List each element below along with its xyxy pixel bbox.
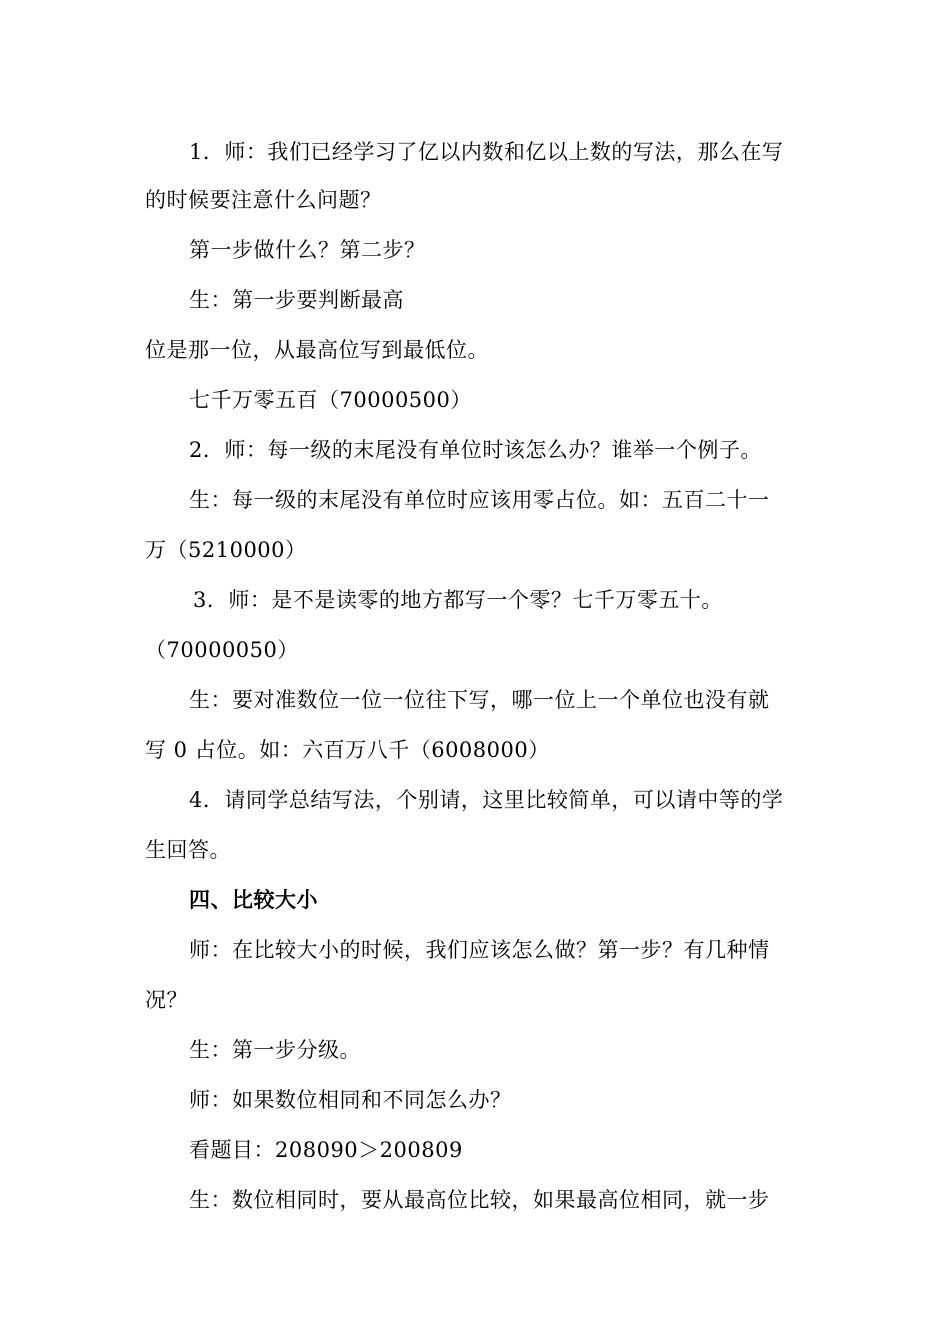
paragraph-line: 七千万零五百（70000500） xyxy=(189,388,472,412)
paragraph-line: 生：第一步分级。 xyxy=(189,1038,361,1062)
section-heading: 四、比较大小 xyxy=(189,887,318,912)
paragraph-line: 3．师：是不是读零的地方都写一个零？七千万零五十。 xyxy=(193,588,723,612)
paragraph-line: 第一步做什么？第二步？ xyxy=(189,238,426,262)
paragraph-line: 2．师：每一级的末尾没有单位时该怎么办？谁举一个例子。 xyxy=(189,438,762,462)
paragraph-line: 写 0 占位。如：六百万八千（6008000） xyxy=(145,738,550,762)
paragraph-line: 4．请同学总结写法，个别请，这里比较简单，可以请中等的学 xyxy=(189,788,784,812)
paragraph-line: 生：每一级的末尾没有单位时应该用零占位。如：五百二十一 xyxy=(189,488,770,512)
paragraph-line: 况？ xyxy=(145,988,188,1012)
paragraph-line: 师：如果数位相同和不同怎么办？ xyxy=(189,1088,512,1112)
paragraph-line: 1．师：我们已经学习了亿以内数和亿以上数的写法，那么在写 xyxy=(189,140,784,164)
paragraph-line: 生回答。 xyxy=(145,838,231,862)
paragraph-line: （70000050） xyxy=(145,638,299,662)
paragraph-line: 位是那一位，从最高位写到最低位。 xyxy=(145,338,489,362)
paragraph-line: 生：要对准数位一位一位往下写，哪一位上一个单位也没有就 xyxy=(189,688,770,712)
paragraph-line: 生：第一步要判断最高 xyxy=(189,288,404,312)
paragraph-line: 万（5210000） xyxy=(145,538,307,562)
paragraph-line: 生：数位相同时，要从最高位比较，如果最高位相同，就一步 xyxy=(189,1188,770,1212)
paragraph-line: 看题目：208090＞200809 xyxy=(189,1138,463,1162)
paragraph-line: 的时候要注意什么问题？ xyxy=(145,188,382,212)
paragraph-line: 师：在比较大小的时候，我们应该怎么做？第一步？有几种情 xyxy=(189,938,770,962)
